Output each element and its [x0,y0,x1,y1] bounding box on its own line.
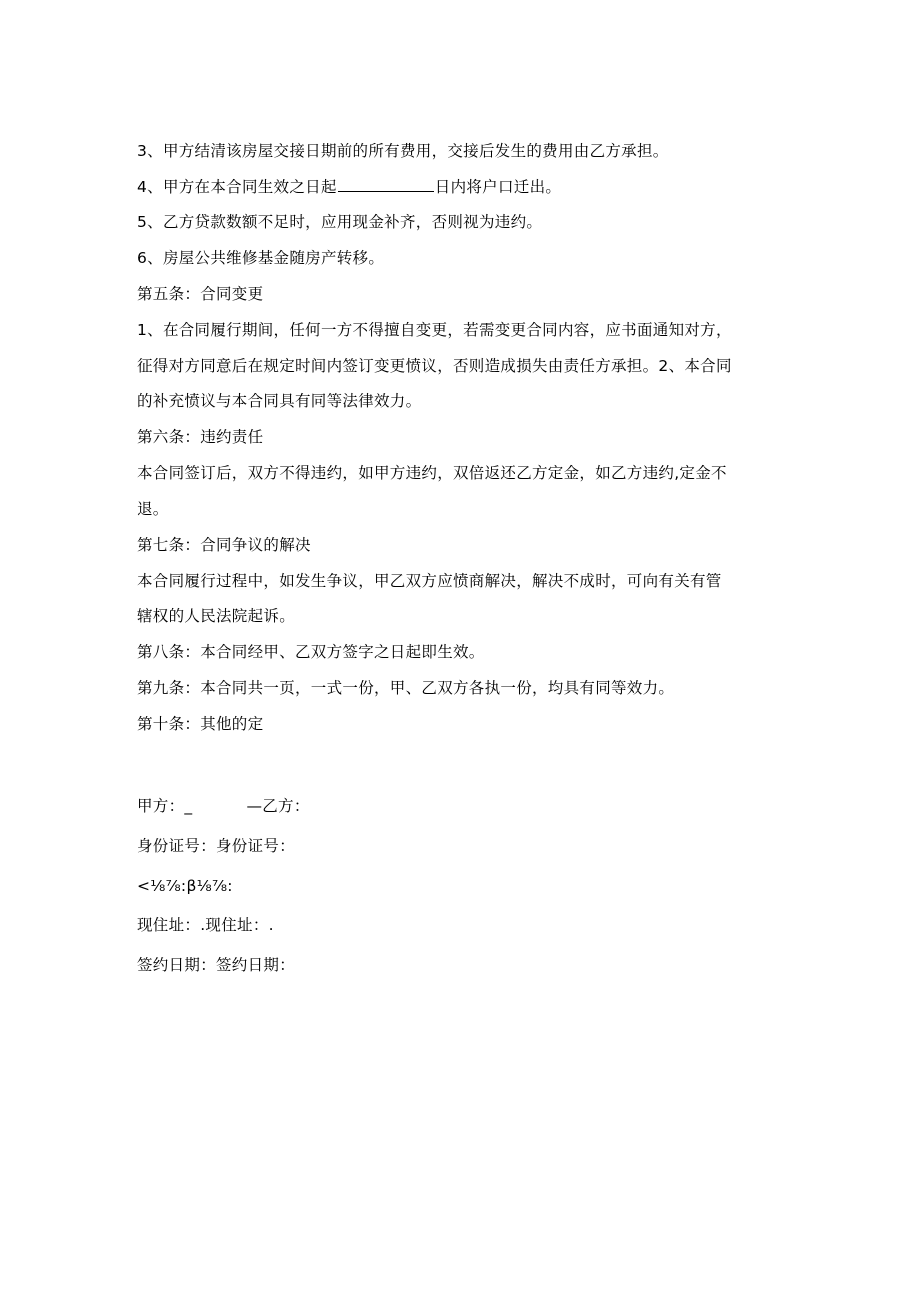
signature-parties [137,796,310,816]
article-5-heading: 第五条：合同变更 [137,285,264,303]
article-6-line-2: 退。 [137,500,169,518]
clause-4-text-before: 4、甲方在本合同生效之日起 [137,178,337,196]
article-5-line-3: 的补充愤议与本合同具有同等法律效力。 [137,392,422,410]
address-line: 现住址：.现住址：. [137,916,274,934]
party-a-label: 甲方：_ [137,797,193,815]
article-5-line-2: 征得对方同意后在规定时间内签订变更愤议，否则造成损失由责任方承担。2、本合同 [137,357,732,375]
article-6-line-1: 本合同签订后，双方不得违约，如甲方违约，双倍返还乙方定金，如乙方违约,定金不 [137,464,727,482]
article-9: 第九条：本合同共一页，一式一份，甲、乙双方各执一份，均具有同等效力。 [137,679,675,697]
article-8: 第八条：本合同经甲、乙双方签字之日起即生效。 [137,643,485,661]
article-5-line-1: 1、在合同履行期间，任何一方不得擅自变更，若需变更合同内容，应书面通知对方， [137,321,732,339]
article-6-heading: 第六条：违约责任 [137,428,264,446]
article-10: 第十条：其他的定 [137,715,264,733]
fill-in-blank [338,177,434,192]
article-7-heading: 第七条：合同争议的解决 [137,536,311,554]
clause-6: 6、房屋公共维修基金随房产转移。 [137,249,385,267]
clause-4 [137,177,561,197]
garbled-line: <⅛⅞:β⅛⅞: [137,877,233,895]
party-b-label: —乙方： [246,797,310,815]
clause-5: 5、乙方贷款数额不足时，应用现金补齐，否则视为违约。 [137,213,543,231]
article-7-line-1: 本合同履行过程中，如发生争议，甲乙双方应愤商解决，解决不成时，可向有关有管 [137,572,722,590]
signing-date-line: 签约日期：签约日期： [137,956,296,974]
article-7-line-2: 辖权的人民法院起诉。 [137,607,296,625]
clause-3: 3、甲方结清该房屋交接日期前的所有费用，交接后发生的费用由乙方承担。 [137,142,669,160]
id-number-line: 身份证号：身份证号： [137,837,296,855]
clause-4-text-after: 日内将户口迁出。 [434,178,562,196]
